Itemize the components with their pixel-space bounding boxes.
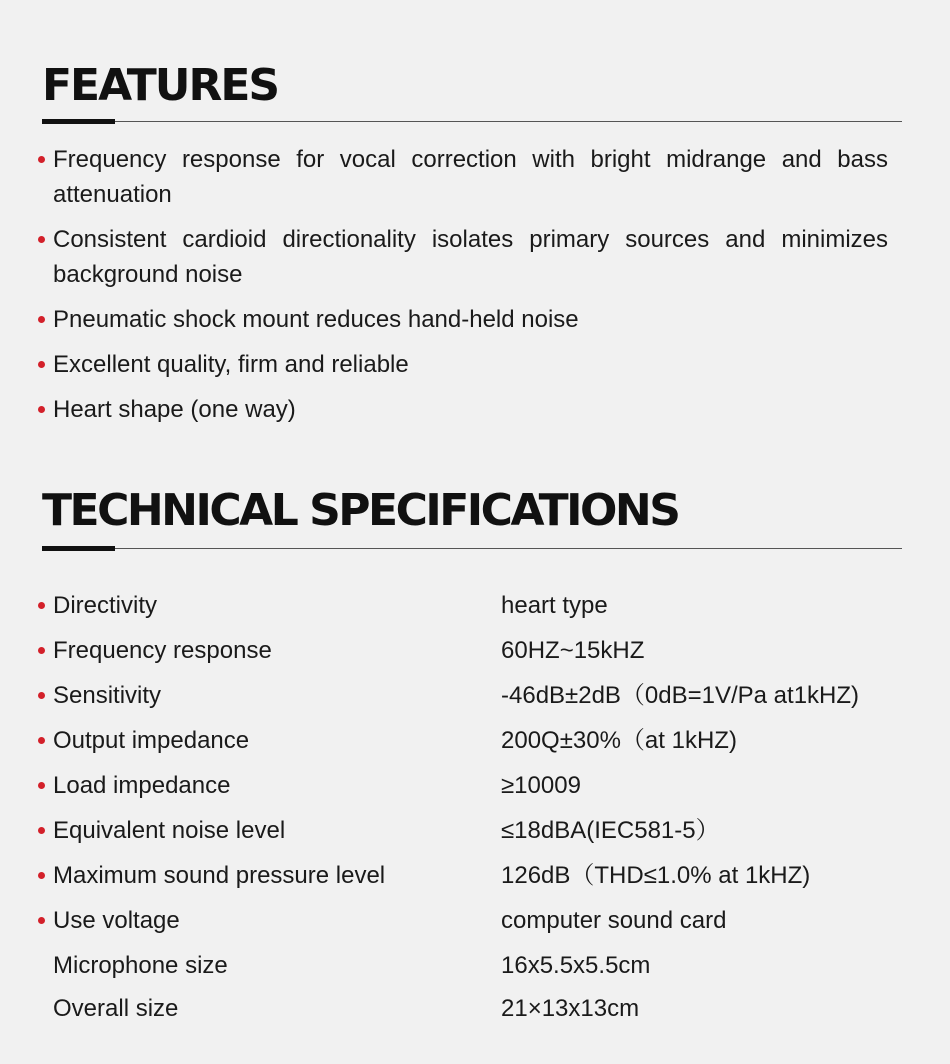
spec-label: Maximum sound pressure level bbox=[53, 862, 386, 889]
red-bullet-icon bbox=[38, 361, 45, 368]
feature-item bbox=[38, 142, 888, 212]
divider-accent bbox=[42, 119, 115, 124]
spec-label: Overall size bbox=[53, 995, 179, 1022]
spec-value: ≥10009 bbox=[501, 772, 581, 799]
spec-value: 16x5.5x5.5cm bbox=[501, 952, 651, 979]
spec-label: Use voltage bbox=[53, 907, 180, 934]
red-bullet-icon bbox=[38, 602, 45, 609]
red-bullet-icon bbox=[38, 692, 45, 699]
red-bullet-icon bbox=[38, 647, 45, 654]
features-heading: FEATURES bbox=[42, 60, 279, 111]
feature-item bbox=[38, 347, 888, 382]
specs-heading: TECHNICAL SPECIFICATIONS bbox=[42, 485, 679, 536]
spec-value: computer sound card bbox=[501, 907, 727, 934]
divider-accent bbox=[42, 546, 115, 551]
red-bullet-icon bbox=[38, 917, 45, 924]
specs-table bbox=[38, 588, 918, 1034]
spec-label: Output impedance bbox=[53, 727, 250, 754]
specs-divider bbox=[42, 547, 902, 549]
red-bullet-icon bbox=[38, 406, 45, 413]
red-bullet-icon bbox=[38, 737, 45, 744]
red-bullet-icon bbox=[38, 827, 45, 834]
red-bullet-icon bbox=[38, 236, 45, 243]
feature-text: Frequency response for vocal correction with bright midrange and bass attenuation bbox=[53, 146, 888, 208]
spec-row-directivity bbox=[38, 588, 918, 633]
feature-item bbox=[38, 302, 888, 337]
spec-row-frequency-response bbox=[38, 633, 918, 678]
red-bullet-icon bbox=[38, 156, 45, 163]
spec-value: ≤18dBA(IEC581-5） bbox=[501, 817, 720, 844]
spec-row-load-impedance bbox=[38, 768, 918, 813]
spec-value: heart type bbox=[501, 592, 608, 619]
red-bullet-icon bbox=[38, 872, 45, 879]
spec-value: -46dB±2dB（0dB=1V/Pa at1kHZ) bbox=[501, 682, 860, 709]
spec-row-output-impedance bbox=[38, 723, 918, 768]
divider-line bbox=[42, 548, 902, 549]
spec-label: Microphone size bbox=[53, 952, 228, 979]
features-list bbox=[38, 142, 888, 437]
feature-text: Excellent quality, firm and reliable bbox=[53, 351, 409, 378]
spec-row-overall-size bbox=[38, 991, 918, 1034]
spec-label: Load impedance bbox=[53, 772, 231, 799]
features-divider bbox=[42, 120, 902, 122]
spec-value: 126dB（THD≤1.0% at 1kHZ) bbox=[501, 862, 811, 889]
spec-label: Frequency response bbox=[53, 637, 272, 664]
spec-value: 21×13x13cm bbox=[501, 995, 640, 1022]
red-bullet-icon bbox=[38, 316, 45, 323]
spec-row-use-voltage bbox=[38, 903, 918, 948]
spec-value: 60HZ~15kHZ bbox=[501, 637, 645, 664]
spec-row-noise-level bbox=[38, 813, 918, 858]
spec-row-sensitivity bbox=[38, 678, 918, 723]
feature-text: Heart shape (one way) bbox=[53, 396, 296, 423]
feature-text: Consistent cardioid directionality isolates primary sources and minimizes background noise bbox=[53, 226, 888, 288]
spec-value: 200Q±30%（at 1kHZ) bbox=[501, 727, 737, 754]
red-bullet-icon bbox=[38, 782, 45, 789]
spec-label: Directivity bbox=[53, 592, 158, 619]
feature-item bbox=[38, 222, 888, 292]
divider-line bbox=[42, 121, 902, 122]
feature-item bbox=[38, 392, 888, 427]
spec-row-microphone-size bbox=[38, 948, 918, 991]
feature-text: Pneumatic shock mount reduces hand-held noise bbox=[53, 306, 579, 333]
spec-label: Sensitivity bbox=[53, 682, 162, 709]
spec-label: Equivalent noise level bbox=[53, 817, 286, 844]
spec-row-max-spl bbox=[38, 858, 918, 903]
